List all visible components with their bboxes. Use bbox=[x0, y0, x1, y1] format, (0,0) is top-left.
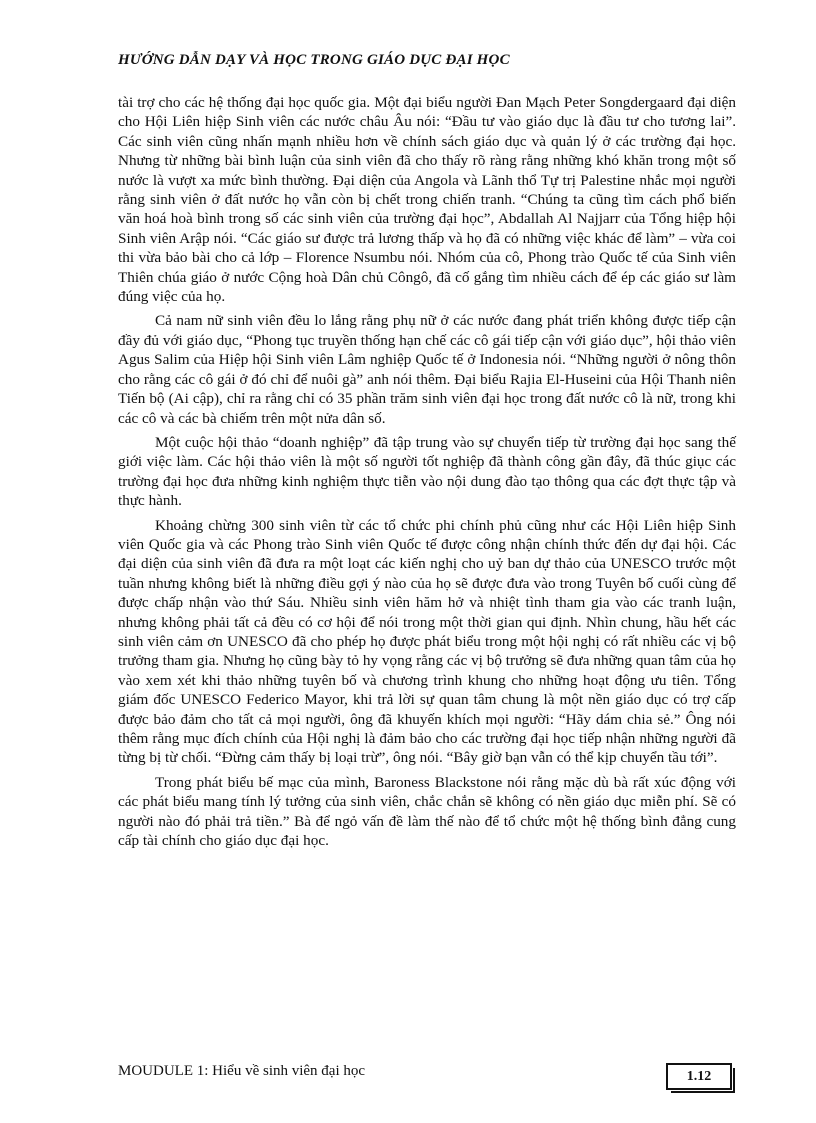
document-body bbox=[118, 93, 736, 855]
paragraph: Cả nam nữ sinh viên đều lo lắng rằng phụ nữ ở các nước đang phát triển không được tiếp cận đầy đủ với giáo dục, “Phong tục truyền thống hạn chế các cô gái tiếp cận với giáo dục”, hội thảo viên Agus Salim của Hiệp hội Sinh viên Lâm nghiệp Quốc tế ở Indonesia nói. “Những người ở nông thôn cho rằng các cô gái ở đó chỉ để nuôi gà” anh nói thêm. Đại biểu Rajia El-Huseini của Hội Thanh niên Tiến bộ (Ai cập), chỉ ra rằng chỉ có 35 phần trăm sinh viên đại học trong đất nước cô là nữ, trong khi các cô và các bà chiếm trên một nửa dân số. bbox=[118, 312, 736, 427]
paragraph: tài trợ cho các hệ thống đại học quốc gia. Một đại biểu người Đan Mạch Peter Songdergaard đại diện cho Hội Liên hiệp Sinh viên các nước châu Âu nói: “Đầu tư vào giáo dục là đầu tư cho tương lai”. Các sinh viên cũng nhấn mạnh nhiều hơn về chính sách giáo dục và quản lý ở các trường đại học. Nhưng từ những bài bình luận của sinh viên đã cho thấy rõ ràng rằng những khó khăn trong một số nước là vượt xa mức bình thường. Đại diện của Angola và Lãnh thổ Tự trị Palestine nhắc mọi người rằng sinh viên ở đất nước họ vẫn còn bị chết trong chiến tranh. “Chúng ta cũng tìm cách phổ biến văn hoá hoà bình trong số các sinh viên của trường đại học”, Abdallah Al Najjarr của Tổng hiệp hội Sinh viên Arập nói. “Các giáo sư được trả lương thấp và họ đã có những việc khác để làm” – vừa coi thi vừa bảo bài cho cả lớp – Florence Nsumbu nói. Nhóm của cô, Phong trào Quốc tế của Sinh viên Thiên chúa giáo ở nước Cộng hoà Dân chủ Côngô, đã cố gắng tìm nhiều cách để ép các giáo sư làm đúng việc của họ. bbox=[118, 94, 736, 306]
page-number-box bbox=[666, 1063, 732, 1090]
footer-module-label: MOUDULE 1: Hiểu về sinh viên đại học bbox=[118, 1063, 366, 1079]
paragraph: Trong phát biểu bế mạc của mình, Baroness Blackstone nói rằng mặc dù bà rất xúc động với các phát biểu mang tính lý tưởng của sinh viên, chắc chắn sẽ không có nền giáo dục miễn phí. Sẽ có người nào đó phải trả tiền.” Bà để ngỏ vấn đề làm thế nào để tổ chức một hệ thống bình đẳng cung cấp tài chính cho giáo dục đại học. bbox=[118, 773, 736, 850]
paragraph: Khoảng chừng 300 sinh viên từ các tổ chức phi chính phủ cũng như các Hội Liên hiệp Sinh viên Quốc gia và các Phong trào Sinh viên Quốc tế được công nhận chính thức đến dự đại hội. Các đại diện của sinh viên đã đưa ra một loạt các kiến nghị cho uỷ ban dự thảo của UNESCO trước một tuần nhưng không biết là những điều gợi ý nào của họ sẽ được đưa vào trong Tuyên bố cuối cùng để được chấp nhận vào thứ Sáu. Nhiều sinh viên hăm hở và nhiệt tình tham gia vào các tranh luận, nhưng không phải tất cả đều có cơ hội để nói trong một thời gian qui định. Nhìn chung, hầu hết các sinh viên cảm ơn UNESCO đã cho phép họ được phát biểu trong một hội nghị có rất nhiều các vị bộ trưởng tham gia. Nhưng họ cũng bày tỏ hy vọng rằng các vị bộ trưởng sẽ đưa những quan tâm của họ vào xem xét khi thảo những tuyên bố và chương trình khung cho những hoạt động ưu tiên. Tổng giám đốc UNESCO Federico Mayor, khi trả lời sự quan tâm chung là một nền giáo dục có trợ cấp được bảo đảm cho tất cả mọi người, ông đã khuyến khích mọi người: “Hãy dám chia sẻ.” Ông nói thêm rằng mục đích chính của Hội nghị là đảm bảo cho các trường đại học tiếp nhận những người đã từng bị từ chối. “Đừng cảm thấy bị loại trừ”, ông nói. “Bây giờ bạn vẫn có thể kịp chuyển tầu tới”. bbox=[118, 516, 736, 767]
page-number: 1.12 bbox=[686, 1068, 712, 1084]
paragraph: Một cuộc hội thảo “doanh nghiệp” đã tập trung vào sự chuyển tiếp từ trường đại học sang thế giới việc làm. Các hội thảo viên là một số người tốt nghiệp đã thành công gần đây, đã thúc giục các trường đại học đưa những kinh nghiệm thực tiễn vào nội dung đào tạo thông qua các đợt thực tập và thực hành. bbox=[118, 433, 736, 510]
running-header: HƯỚNG DẪN DẠY VÀ HỌC TRONG GIÁO DỤC ĐẠI HỌC bbox=[118, 52, 510, 68]
